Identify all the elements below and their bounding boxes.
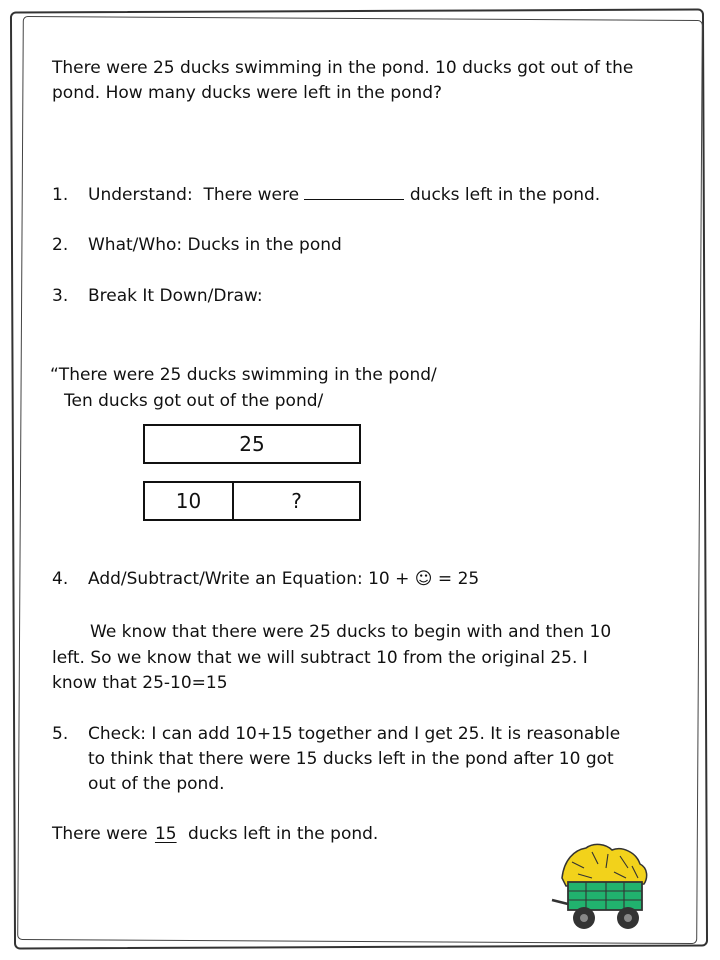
problem-line-2: pond. How many ducks were left in the pond? bbox=[52, 83, 443, 103]
page-border-inner bbox=[17, 16, 703, 944]
step-5-line-1: Check: I can add 10+15 together and I get 25. It is reasonable bbox=[88, 724, 621, 744]
final-answer bbox=[52, 822, 378, 847]
bar-model-total bbox=[143, 424, 361, 464]
step-1-text bbox=[88, 183, 600, 208]
explanation-line-1: We know that there were 25 ducks to begin with and then 10 bbox=[90, 622, 612, 642]
quote-line-1: “There were 25 ducks swimming in the pond/ bbox=[50, 365, 437, 385]
step-3-text: Break It Down/Draw: bbox=[88, 286, 263, 306]
bar-model-part-known-value: 10 bbox=[175, 489, 202, 513]
wagon-handle bbox=[552, 900, 568, 904]
step-2-text: What/Who: Ducks in the pond bbox=[88, 235, 342, 255]
bar-model-total-value: 25 bbox=[239, 432, 265, 456]
step-4-number: 4. bbox=[52, 569, 69, 589]
bar-model-part-unknown bbox=[232, 481, 361, 521]
quote-line-2: Ten ducks got out of the pond/ bbox=[64, 391, 324, 411]
step-1-blank bbox=[304, 183, 404, 200]
hay-pile bbox=[562, 844, 647, 886]
step-5-line-2: to think that there were 15 ducks left in the pond after 10 got bbox=[88, 749, 614, 769]
step-3-number: 3. bbox=[52, 286, 69, 306]
step-2-number: 2. bbox=[52, 235, 69, 255]
explanation-line-3: know that 25-10=15 bbox=[52, 673, 228, 693]
step-1-before: There were bbox=[203, 185, 300, 205]
step-4-text: Add/Subtract/Write an Equation: 10 + ☺ = 25 bbox=[88, 569, 480, 589]
step-1-number: 1. bbox=[52, 185, 69, 205]
step-1-after: ducks left in the pond. bbox=[409, 185, 601, 205]
bar-model-part-known bbox=[143, 481, 234, 521]
step-1-label: Understand: bbox=[88, 185, 193, 205]
step-5-number: 5. bbox=[52, 724, 69, 744]
bar-model-part-unknown-value: ? bbox=[291, 489, 302, 513]
final-answer-value: 15 bbox=[154, 824, 177, 844]
wagon-wheel-left bbox=[573, 907, 595, 929]
explanation-line-2: left. So we know that we will subtract 10 from the original 25. I bbox=[52, 648, 588, 668]
problem-line-1: There were 25 ducks swimming in the pond. 10 ducks got out of the bbox=[52, 58, 634, 78]
wagon-wheel-right bbox=[617, 907, 639, 929]
wagon-crate bbox=[568, 882, 642, 910]
hay-wagon-icon bbox=[548, 838, 660, 934]
final-answer-after: ducks left in the pond. bbox=[188, 824, 379, 844]
final-answer-before: There were bbox=[52, 824, 148, 844]
step-5-line-3: out of the pond. bbox=[88, 774, 225, 794]
